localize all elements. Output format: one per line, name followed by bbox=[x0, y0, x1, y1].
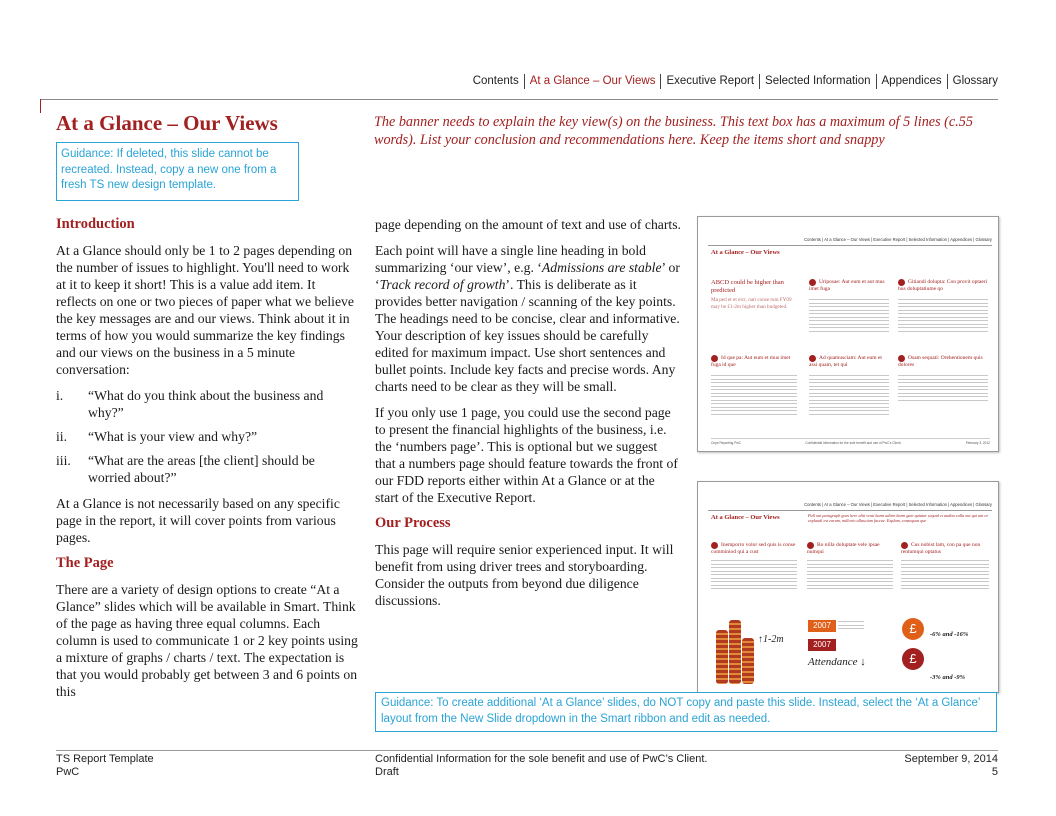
introduction-heading: Introduction bbox=[56, 216, 135, 232]
thumb-cell: Uriposae: Aut eum et aut mus imet fuga bbox=[809, 279, 891, 292]
example-slide-thumbnail-2 bbox=[697, 481, 999, 693]
header-accent-tick bbox=[40, 99, 41, 113]
thumb-nav: Contents | At a Glance – Our Views | Executive Report | Selected Information | Appendices | Glossary bbox=[804, 502, 992, 507]
thumb-title: At a Glance – Our Views bbox=[711, 249, 780, 256]
number-badge-icon bbox=[809, 279, 816, 286]
number-badge-icon bbox=[711, 355, 718, 362]
number-badge-icon bbox=[807, 542, 814, 549]
list-item: i. “What do you think about the business and why?” bbox=[56, 388, 324, 420]
coin-stack-graphic: ↑1-2m bbox=[714, 610, 794, 686]
guidance-box-bottom: Guidance: To create additional ‘At a Glance’ slides, do NOT copy and paste this slide. Instead, select the ‘At a Glance’ layout from the New Slide dropdown in the Smart ribbon and edit as needed. bbox=[375, 692, 997, 732]
top-nav bbox=[468, 74, 998, 89]
nav-glossary[interactable]: Glossary bbox=[952, 75, 998, 87]
nav-contents[interactable]: Contents bbox=[468, 74, 525, 89]
footer-divider bbox=[56, 750, 998, 751]
pct-range-2: -3% and -9% bbox=[930, 674, 966, 681]
number-badge-icon bbox=[898, 355, 905, 362]
nav-executive-report[interactable]: Executive Report bbox=[661, 74, 760, 89]
banner-text: The banner needs to explain the key view(s) on the business. This text box has a maximum of 5 lines (c.55 words). List your conclusion and recommendations here. Keep the items short and snappy bbox=[374, 114, 973, 148]
footer-date: September 9, 2014 bbox=[904, 753, 998, 765]
header-divider bbox=[40, 99, 998, 100]
our-process-heading: Our Process bbox=[375, 515, 451, 531]
page-title: At a Glance – Our Views bbox=[56, 111, 278, 135]
pct-range-1: -6% and -16% bbox=[930, 631, 969, 638]
thumb-rule bbox=[708, 245, 992, 246]
question-list bbox=[56, 387, 359, 486]
thumb-rule bbox=[708, 510, 992, 511]
example-slide-thumbnail-1 bbox=[697, 216, 999, 452]
thumb-cell: Id que pa: Aut eum et mus imet fuga id que bbox=[711, 355, 799, 368]
pound-icon: £ bbox=[902, 648, 924, 670]
number-badge-icon bbox=[901, 542, 908, 549]
thumb-title: At a Glance – Our Views bbox=[711, 514, 780, 521]
thumb-lead-cell: ABCD could be higher than predicted Ma ped et et eicr, nati conse tum FY09 may be £1-2m higher than budgeted. bbox=[711, 279, 792, 310]
column-1 bbox=[56, 216, 359, 709]
thumb-cell: Osam sequati: Orehentionem quis dolores bbox=[898, 355, 990, 368]
the-page-heading: The Page bbox=[56, 555, 114, 571]
attendance-label: Attendance ↓ bbox=[808, 656, 866, 668]
page-paragraph-1: There are a variety of design options to create “At a Glance” slides which will be available in Smart. Think of the page as having three equal columns. Each column is used to communicate 1 or 2 key points using a mixture of graphs / charts / text. The expectation is that you would probably get between 3 and 6 points on this bbox=[56, 582, 358, 699]
guidance-box-top: Guidance: If deleted, this slide cannot be recreated. Instead, copy a new one from a fresh TS new design template. bbox=[56, 142, 299, 201]
year-badge: 2007 bbox=[808, 639, 836, 651]
year-badge: 2007 bbox=[808, 620, 836, 632]
pound-icon: £ bbox=[902, 618, 924, 640]
footer-company: PwC bbox=[56, 766, 80, 778]
intro-paragraph-1: At a Glance should only be 1 to 2 pages depending on the number of issues to highlight. You'll need to work at it to keep it short! This is a value add item. It reflects on one or two pieces of paper what we believe the key messages are and our views. Think about it in terms of how you would summarize the key findings and our views on the business in a 5 minute conversation: bbox=[56, 243, 354, 377]
list-item: iii. “What are the areas [the client] should be worried about?” bbox=[56, 453, 315, 485]
footer-confidential: Confidential Information for the sole benefit and use of PwC’s Client. bbox=[375, 753, 708, 765]
thumb-cell: Cus nobist lam, con pa que non rentumqui optatus bbox=[901, 542, 991, 555]
thumb-cell: Ad quamusciam: Aut eum et assi quam, tet qui bbox=[809, 355, 891, 368]
list-item: ii. “What is your view and why?” bbox=[56, 429, 258, 444]
thumb-footer: Cepe Reporting PwC Confidential information for the sole benefit and use of PwC's Client. February 3, 2012 bbox=[711, 438, 990, 445]
footer-template-name: TS Report Template bbox=[56, 753, 154, 765]
up-arrow-icon: ↑ bbox=[758, 634, 763, 645]
thumb-cell: Gitiandi dolupta: Con provit optaeri bus doluptatiume qo bbox=[898, 279, 990, 292]
number-badge-icon bbox=[898, 279, 905, 286]
number-badge-icon bbox=[711, 542, 718, 549]
nav-at-a-glance[interactable]: At a Glance – Our Views bbox=[525, 74, 662, 89]
thumb-cell: Ro nilla doluptate vele ipsae numqui bbox=[807, 542, 893, 555]
intro-paragraph-2: At a Glance is not necessarily based on any specific page in the report, it will cover points from various pages. bbox=[56, 496, 340, 545]
column-2 bbox=[375, 216, 681, 618]
col2-paragraph-1: page depending on the amount of text and use of charts. bbox=[375, 217, 681, 232]
thumb-nav: Contents | At a Glance – Our Views | Executive Report | Selected Information | Appendices | Glossary bbox=[804, 237, 992, 242]
col2-paragraph-4: This page will require senior experienced input. It will benefit from using driver trees and storyboarding. Consider the outputs from beyond due diligence discussions. bbox=[375, 542, 674, 608]
nav-appendices[interactable]: Appendices bbox=[877, 74, 948, 89]
footer-middle bbox=[375, 753, 707, 779]
thumb-banner: Pull out paragraph goes here aliti venti harm aditro harm gate quiatur sequid et andita eulla out qui unt or explaudi est earum, nullorio ulluscium faccae. Explam, consequas que bbox=[808, 513, 989, 524]
nav-selected-information[interactable]: Selected Information bbox=[760, 74, 876, 89]
page-number: 5 bbox=[991, 766, 998, 778]
number-badge-icon bbox=[809, 355, 816, 362]
footer-draft: Draft bbox=[375, 766, 399, 778]
col2-paragraph-2: Each point will have a single line heading in bold summarizing ‘our view’, e.g. ‘Admissions are stable’ or ‘Track record of growth’. This is deliberate as it provides better navigation / scanning of the key points. The headings need to be concise, clear and informative. Your description of key issues should be carefully edited for maximum impact. Use short sentences and bullet points. Include key facts and precise words. Any charts need to be clear as they will be small. bbox=[375, 243, 680, 394]
footer-left bbox=[56, 753, 154, 779]
footer-right bbox=[904, 753, 998, 779]
down-arrow-icon: ↓ bbox=[860, 656, 866, 668]
thumb-cell: Inemporro volor sed quis is conse comminiod qui a cust bbox=[711, 542, 797, 555]
col2-paragraph-3: If you only use 1 page, you could use the second page to present the financial highlights of the business, i.e. the ‘numbers page’. This is optional but we suggest that a numbers page should feature towards the front of our FDD reports either within At a Glance or at the start of the Executive Report. bbox=[375, 405, 678, 505]
